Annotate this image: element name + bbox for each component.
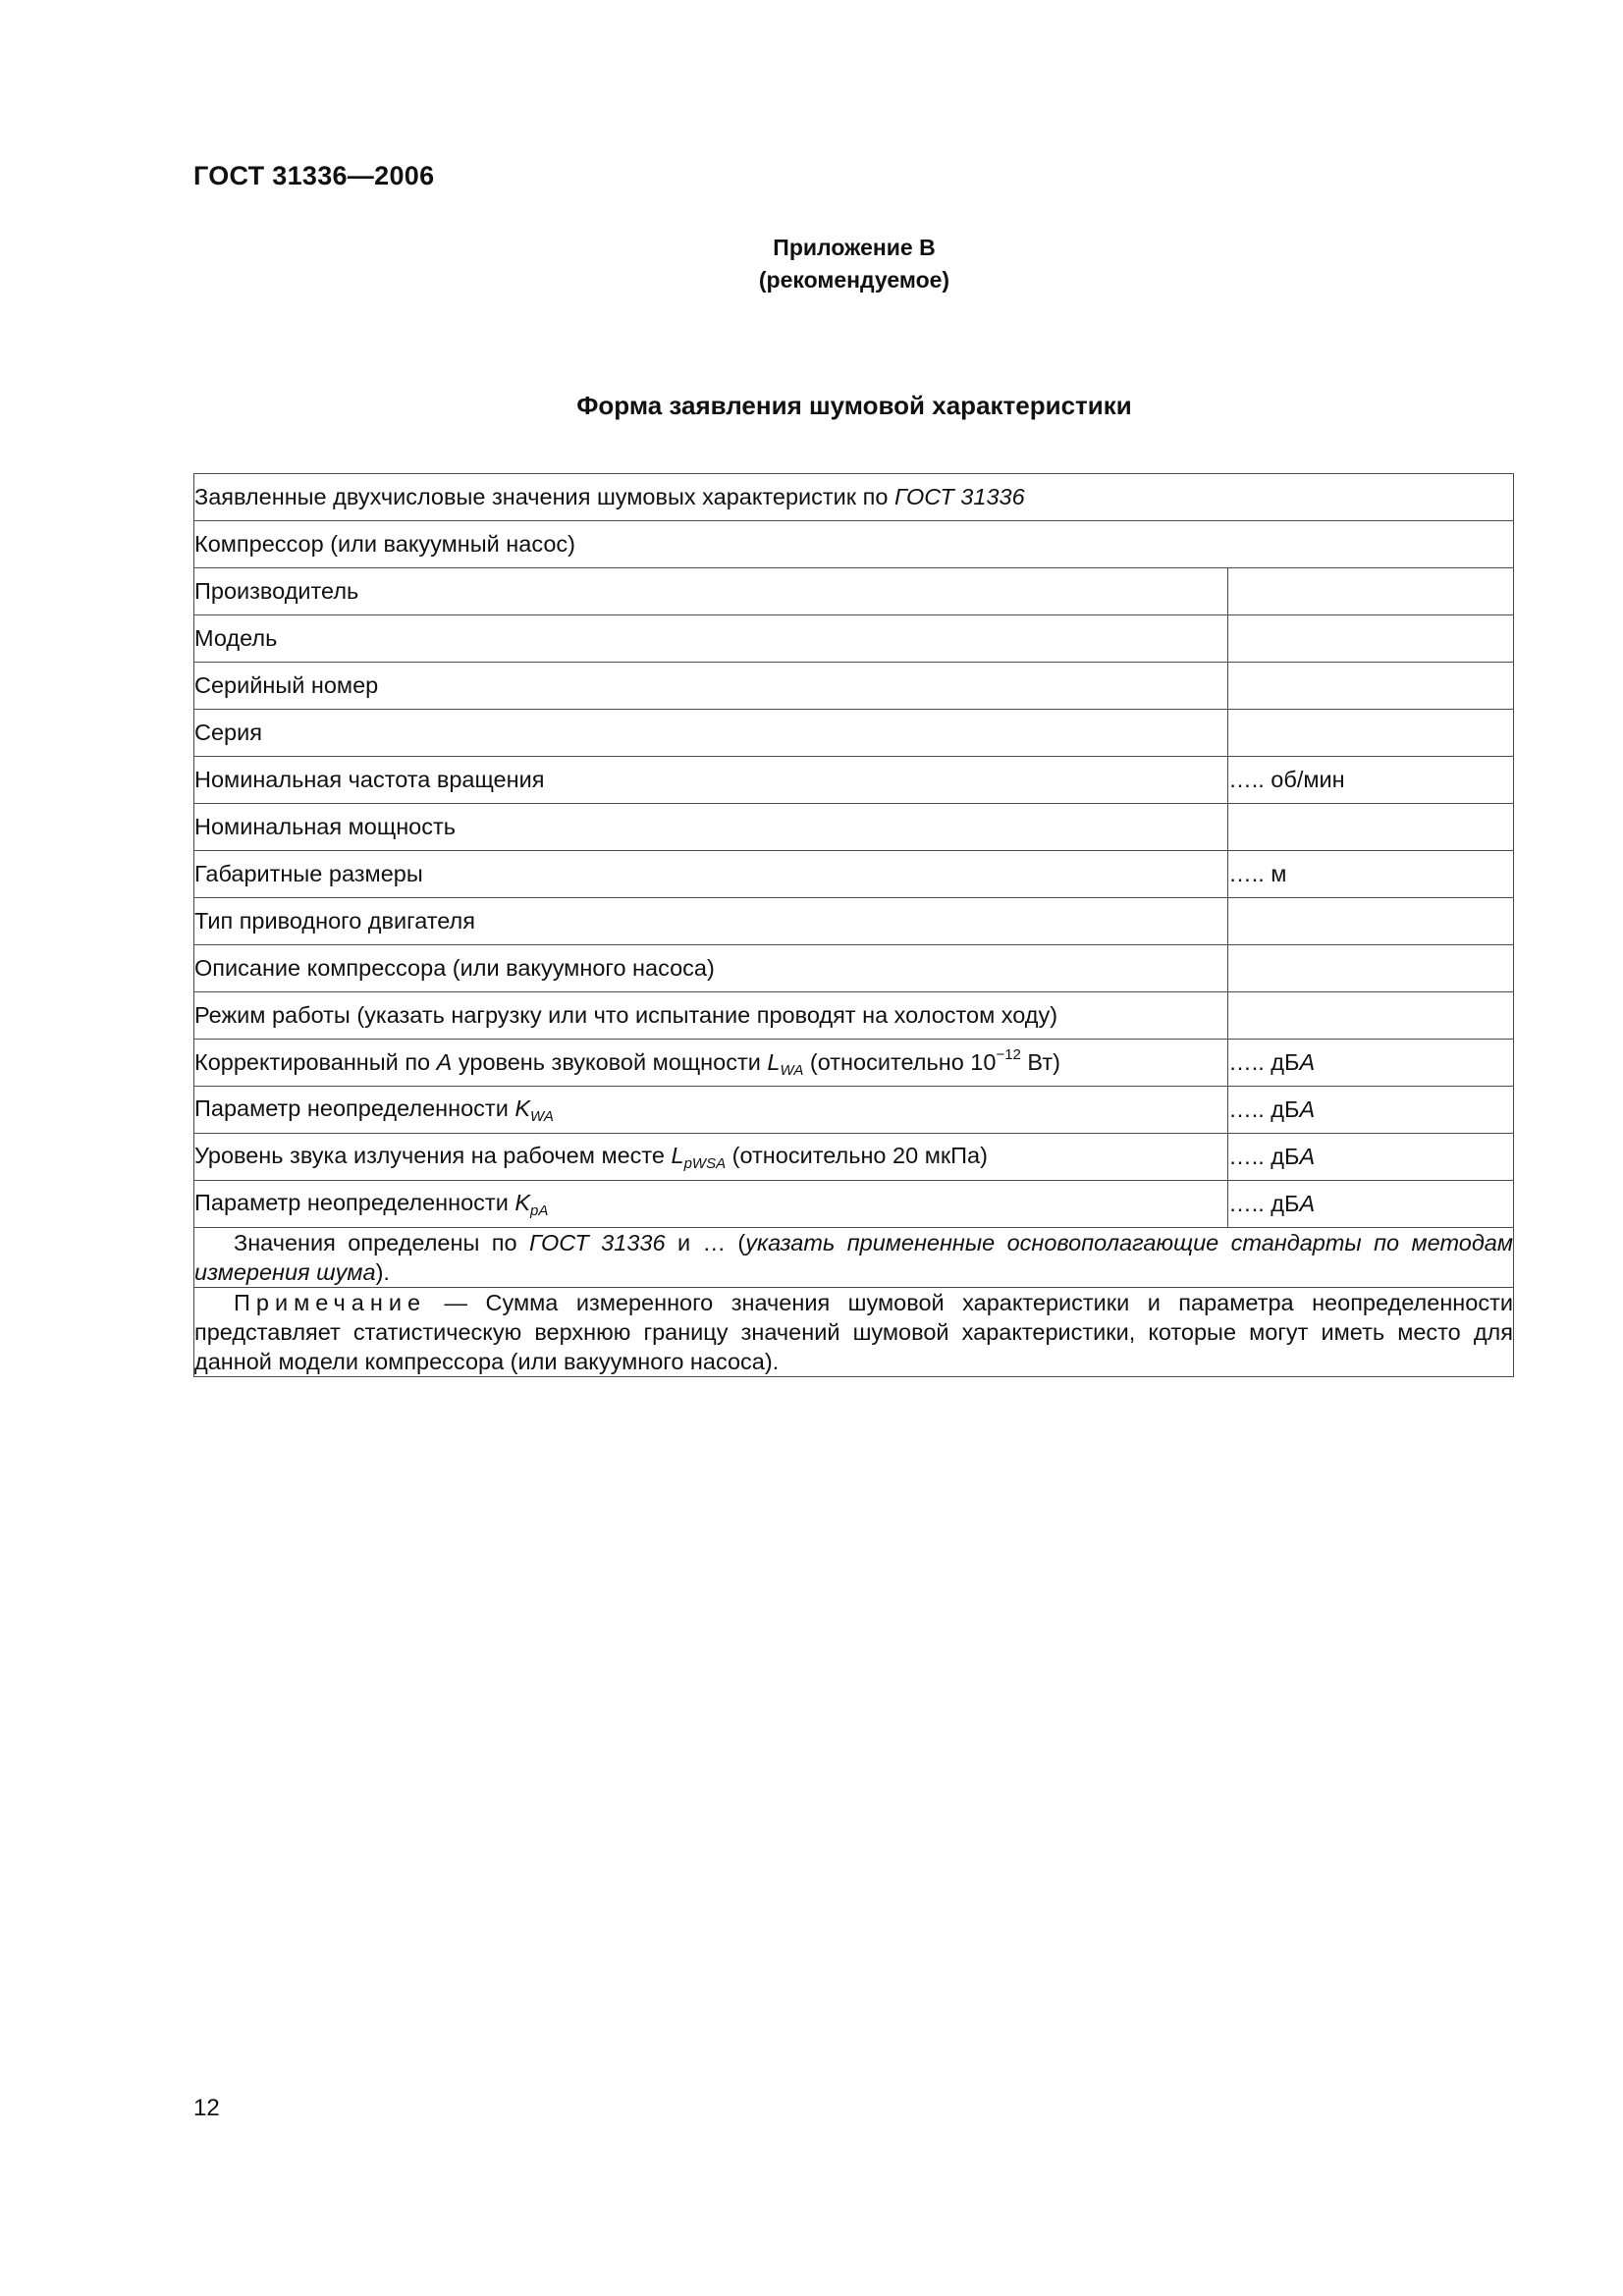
standard-code: ГОСТ 31336—2006 — [193, 161, 435, 190]
form-title: Форма заявления шумовой характеристики — [576, 391, 1132, 420]
uncertainty-kwa-label: Параметр неопределенности $K_{WA}$ — [194, 1087, 1228, 1134]
row-label: Серия — [194, 710, 1228, 757]
declaration-form-table — [193, 473, 1514, 1377]
table-row — [194, 663, 1514, 710]
table-row — [194, 1181, 1514, 1228]
sound-power-value: ….. дБA — [1228, 1040, 1514, 1087]
table-row — [194, 1288, 1514, 1377]
note-label: Примечание — [234, 1290, 427, 1315]
row-value — [1228, 898, 1514, 945]
row-value — [1228, 663, 1514, 710]
row-value: ….. об/мин — [1228, 757, 1514, 804]
row-label: Серийный номер — [194, 663, 1228, 710]
declared-values-cell: Заявленные двухчисловые значения шумовых характеристик по ГОСТ 31336 — [194, 474, 1514, 521]
row-value — [1228, 568, 1514, 615]
table-row — [194, 568, 1514, 615]
table-row — [194, 521, 1514, 568]
row-label: Номинальная частота вращения — [194, 757, 1228, 804]
row-label: Модель — [194, 615, 1228, 663]
annex-title: Приложение В — [773, 235, 936, 260]
uncertainty-kwa-value: ….. дБA — [1228, 1087, 1514, 1134]
workstation-level-label: Уровень звука излучения на рабочем месте $L_{pWSA}$ (относительно 20 мкПа) — [194, 1134, 1228, 1181]
row-value — [1228, 804, 1514, 851]
row-label: Габаритные размеры — [194, 851, 1228, 898]
table-row — [194, 1134, 1514, 1181]
uncertainty-kpa-label: Параметр неопределенности $K_{pA}$ — [194, 1181, 1228, 1228]
compressor-header-cell: Компрессор (или вакуумный насос) — [194, 521, 1514, 568]
row-value: ….. м — [1228, 851, 1514, 898]
table-row — [194, 1087, 1514, 1134]
row-value — [1228, 615, 1514, 663]
note-cell — [194, 1288, 1514, 1377]
workstation-level-value: ….. дБA — [1228, 1134, 1514, 1181]
table-row — [194, 945, 1514, 992]
uncertainty-kpa-value: ….. дБA — [1228, 1181, 1514, 1228]
row-value — [1228, 945, 1514, 992]
row-label: Описание компрессора (или вакуумного насоса) — [194, 945, 1228, 992]
sound-power-label: Корректированный по A уровень звуковой мощности $L_{WA}$ (относительно $10^{-12}$ Вт) — [194, 1040, 1228, 1087]
standard-reference: ГОСТ 31336 — [893, 484, 1025, 509]
table-row — [194, 474, 1514, 521]
row-label: Номинальная мощность — [194, 804, 1228, 851]
page-number: 12 — [193, 2095, 220, 2121]
annex-heading — [0, 232, 1623, 296]
table-row — [194, 898, 1514, 945]
table-row — [194, 1228, 1514, 1288]
row-value — [1228, 710, 1514, 757]
row-label: Производитель — [194, 568, 1228, 615]
table-row — [194, 757, 1514, 804]
row-label: Тип приводного двигателя — [194, 898, 1228, 945]
table-row — [194, 615, 1514, 663]
annex-subtitle: (рекомендуемое) — [758, 267, 950, 293]
note-text: — Сумма измеренного значения шумовой характеристики и параметра неопределенности представляет статистическую верхнюю границу значений шумовой характеристики, которые могут иметь место для данной модели компрессора (или вакуумного насоса). — [194, 1290, 1513, 1374]
row-value — [1228, 992, 1514, 1040]
table-row — [194, 710, 1514, 757]
values-determined-cell: Значения определены по ГОСТ 31336 и … (указать примененные основополагающие стандарты по методам измерения шума). — [194, 1228, 1514, 1288]
table-row — [194, 804, 1514, 851]
table-row — [194, 851, 1514, 898]
table-row — [194, 1040, 1514, 1087]
row-label: Режим работы (указать нагрузку или что испытание проводят на холостом ходу) — [194, 992, 1228, 1040]
table-row — [194, 992, 1514, 1040]
